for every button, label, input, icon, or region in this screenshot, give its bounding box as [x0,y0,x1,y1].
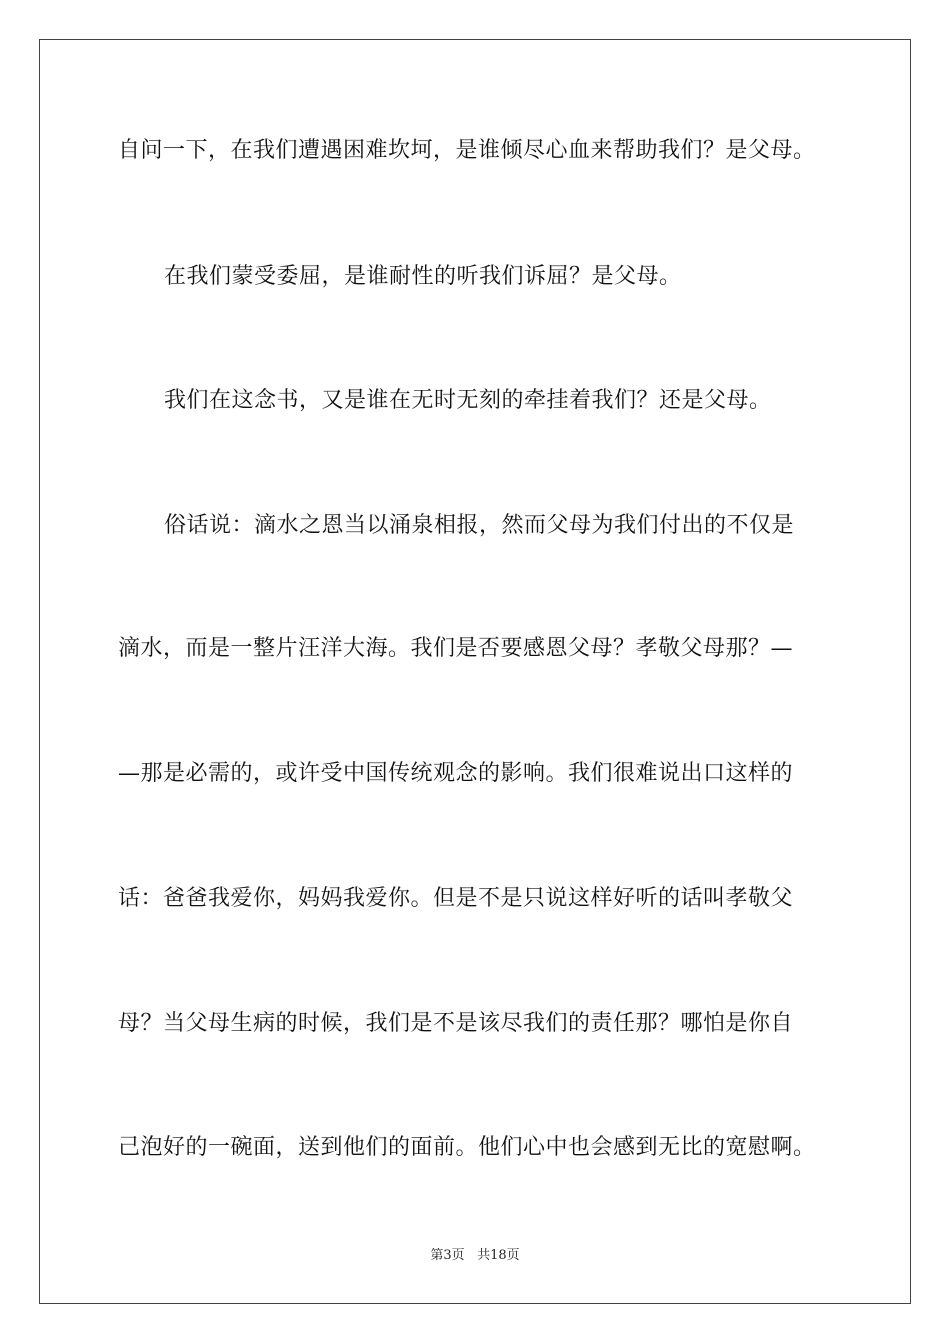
paragraph-line-8: 母？当父母生病的时候，我们是不是该尽我们的责任那？哪怕是你自 [118,1011,794,1036]
paragraph-line-1: 自问一下，在我们遭遇困难坎坷，是谁倾尽心血来帮助我们？是父母。 [118,138,816,163]
paragraph-line-7: 话：爸爸我爱你，妈妈我爱你。但是不是只说这样好听的话叫孝敬父 [118,886,794,911]
paragraph-line-9: 己泡好的一碗面，送到他们的面前。他们心中也会感到无比的宽慰啊。 [118,1135,816,1160]
page-footer [0,1247,950,1265]
paragraph-line-2: 在我们蒙受委屈，是谁耐性的听我们诉屈？是父母。 [164,264,682,289]
paragraph-line-4: 俗话说：滴水之恩当以涌泉相报，然而父母为我们付出的不仅是 [164,513,795,538]
paragraph-line-6: —那是必需的，或许受中国传统观念的影响。我们很难说出口这样的 [118,761,794,786]
page-number: 第3页 [430,1248,465,1263]
paragraph-line-5: 滴水，而是一整片汪洋大海。我们是否要感恩父母？孝敬父母那？— [118,636,794,661]
paragraph-line-3: 我们在这念书，又是谁在无时无刻的牵挂着我们？还是父母。 [164,388,772,413]
page-border [39,39,911,1304]
page-total: 共18页 [477,1248,520,1263]
